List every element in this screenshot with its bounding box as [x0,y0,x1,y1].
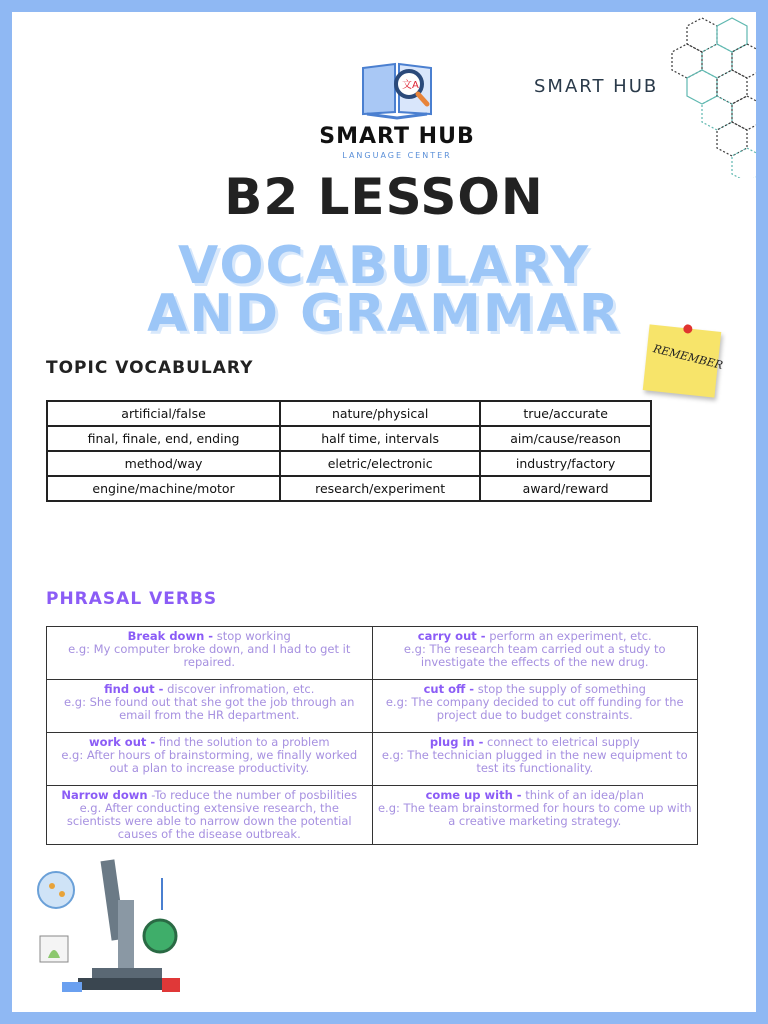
phrasal-verb-term: plug in - [429,735,484,749]
phrasal-verb-term: Break down - [127,629,214,643]
lesson-title: B2 LESSON [224,168,544,226]
phrasal-verb-term: cut off - [423,682,475,696]
vocab-cell: nature/physical [280,401,480,426]
phrasal-verb-term: Narrow down [61,788,148,802]
vocab-cell: final, finale, end, ending [47,426,280,451]
phrasal-verb-cell [47,627,373,680]
smart-hub-logo [272,54,522,160]
phrasal-verbs-table [46,626,698,845]
phrasal-verb-cell [47,733,373,786]
phrasal-verb-definition: discover infromation, etc. [163,682,315,696]
table-row [47,426,651,451]
microscope-illustration-icon [22,850,202,1000]
phrasal-verb-term: find out - [104,682,164,696]
vocab-cell: engine/machine/motor [47,476,280,501]
phrasal-verbs-heading: PHRASAL VERBS [46,589,218,609]
phrasal-verb-example: e.g: The research team carried out a study to investigate the effects of the new drug. [403,642,666,669]
subtitle-line-1: VOCABULARY [177,236,591,296]
open-book-magnifier-icon [357,54,437,120]
phrasal-verb-example: e.g. After conducting extensive research, the scientists were able to narrow down the potential causes of the disease outbreak. [66,801,352,841]
topic-vocabulary-heading: TOPIC VOCABULARY [46,358,254,378]
pushpin-icon [683,324,693,334]
phrasal-verb-example: e.g: The technician plugged in the new equipment to test its functionality. [381,748,688,775]
vocabulary-table [46,400,652,502]
table-row [47,627,698,680]
table-row [47,451,651,476]
brand-name: SMART HUB [319,124,475,149]
phrasal-verb-definition: stop the supply of something [474,682,646,696]
phrasal-verb-definition: find the solution to a problem [155,735,330,749]
vocab-cell: award/reward [480,476,651,501]
sticky-note-text: REMEMBER [651,342,725,373]
remember-sticky-note [643,324,725,397]
phrasal-verb-cell [47,786,373,845]
table-row [47,476,651,501]
phrasal-verb-example: e.g: She found out that she got the job through an email from the HR department. [64,695,355,722]
phrasal-verb-cell [47,680,373,733]
phrasal-verb-definition: think of an idea/plan [521,788,644,802]
phrasal-verb-cell [372,680,698,733]
phrasal-verb-example: e.g: The company decided to cut off funding for the project due to budget constraints. [385,695,684,722]
phrasal-verb-term: carry out - [417,629,486,643]
phrasal-verb-definition: perform an experiment, etc. [485,629,652,643]
vocab-cell: half time, intervals [280,426,480,451]
subtitle-line-2: AND GRAMMAR [147,284,621,344]
brand-tagline: LANGUAGE CENTER [342,151,452,160]
vocab-cell: artificial/false [47,401,280,426]
table-row [47,733,698,786]
worksheet-page [12,12,756,1012]
vocab-cell: industry/factory [480,451,651,476]
svg-text:文A: 文A [402,80,419,91]
phrasal-verb-cell [372,627,698,680]
phrasal-verb-term: work out - [88,735,156,749]
vocab-cell: true/accurate [480,401,651,426]
phrasal-verb-definition: -To reduce the number of posbilities [147,788,358,802]
vocab-cell: method/way [47,451,280,476]
vocab-cell: aim/cause/reason [480,426,651,451]
table-row [47,786,698,845]
phrasal-verb-definition: connect to eletrical supply [483,735,640,749]
phrasal-verb-example: e.g: After hours of brainstorming, we finally worked out a plan to increase productivity. [61,748,358,775]
phrasal-verb-cell [372,733,698,786]
table-row [47,401,651,426]
phrasal-verb-example: e.g: My computer broke down, and I had to get it repaired. [68,642,351,669]
corner-brand-name: SMART HUB [534,76,659,97]
vocab-cell: eletric/electronic [280,451,480,476]
phrasal-verb-example: e.g: The team brainstormed for hours to come up with a creative marketing strategy. [377,801,692,828]
phrasal-verb-cell [372,786,698,845]
vocab-cell: research/experiment [280,476,480,501]
phrasal-verb-term: come up with - [425,788,522,802]
table-row [47,680,698,733]
phrasal-verb-definition: stop working [213,629,291,643]
